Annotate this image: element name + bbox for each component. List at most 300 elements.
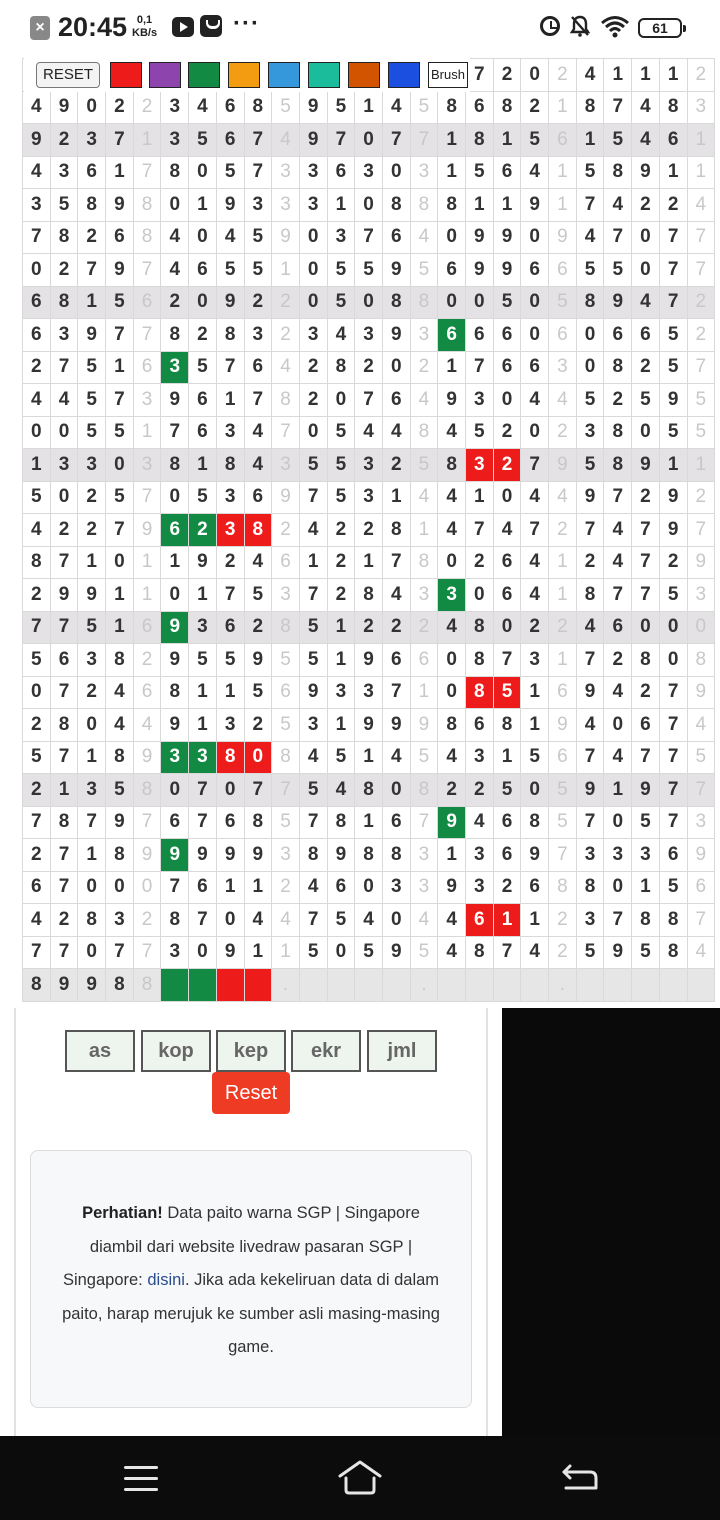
grid-cell[interactable]: 4 [521,579,549,612]
grid-cell[interactable]: 1 [438,839,466,872]
grid-cell[interactable]: 4 [50,384,78,417]
grid-cell[interactable]: 9 [189,546,217,579]
grid-cell[interactable]: 1 [632,59,660,92]
grid-cell[interactable]: 4 [438,416,466,449]
grid-cell[interactable]: 7 [355,221,383,254]
grid-cell[interactable]: 9 [133,514,161,547]
grid-cell[interactable]: 0 [521,286,549,319]
grid-cell[interactable]: 3 [410,839,438,872]
grid-cell[interactable]: 2 [632,481,660,514]
grid-cell[interactable]: 9 [106,189,134,222]
grid-cell[interactable]: 2 [687,59,715,92]
grid-cell[interactable]: 7 [133,156,161,189]
grid-cell[interactable]: 8 [410,774,438,807]
grid-cell[interactable]: 4 [244,546,272,579]
grid-cell[interactable]: 9 [78,969,106,1002]
grid-cell[interactable]: 7 [659,221,687,254]
grid-cell[interactable]: 4 [355,904,383,937]
grid-cell[interactable]: 7 [161,416,189,449]
grid-cell[interactable]: 4 [244,416,272,449]
grid-cell[interactable]: 0 [106,871,134,904]
grid-cell[interactable]: 3 [299,709,327,742]
grid-cell[interactable]: 2 [133,644,161,677]
grid-cell[interactable] [438,969,466,1002]
grid-cell[interactable]: 2 [23,839,51,872]
grid-cell[interactable]: 0 [355,124,383,157]
grid-cell[interactable]: 8 [161,156,189,189]
grid-cell[interactable]: 2 [50,904,78,937]
grid-cell[interactable]: 9 [382,709,410,742]
grid-cell[interactable]: 7 [687,514,715,547]
filter-jml-button[interactable]: jml [367,1030,437,1072]
grid-cell[interactable]: 9 [78,319,106,352]
grid-cell[interactable]: 9 [576,774,604,807]
grid-cell[interactable]: 6 [493,839,521,872]
grid-cell[interactable]: 1 [355,806,383,839]
grid-cell[interactable]: 2 [355,351,383,384]
grid-cell[interactable]: 9 [549,449,577,482]
grid-cell[interactable]: 4 [687,709,715,742]
grid-cell[interactable]: 6 [521,871,549,904]
grid-cell[interactable]: 7 [576,741,604,774]
grid-cell[interactable]: 3 [189,741,217,774]
grid-cell[interactable]: 7 [687,221,715,254]
grid-cell[interactable]: 9 [216,839,244,872]
grid-cell[interactable]: 6 [327,871,355,904]
grid-cell[interactable]: 0 [244,741,272,774]
grid-cell[interactable]: 5 [632,936,660,969]
swatch-teal[interactable] [308,62,340,88]
grid-cell[interactable]: 7 [687,904,715,937]
grid-cell[interactable]: 5 [78,351,106,384]
grid-cell[interactable]: 2 [410,351,438,384]
grid-cell[interactable]: 0 [493,384,521,417]
grid-cell[interactable]: 0 [493,481,521,514]
grid-cell[interactable]: 1 [659,156,687,189]
grid-cell[interactable]: 8 [78,189,106,222]
grid-cell[interactable] [604,969,632,1002]
grid-cell[interactable]: 7 [272,774,300,807]
grid-cell[interactable]: 4 [106,709,134,742]
grid-cell[interactable]: 1 [161,546,189,579]
grid-cell[interactable]: 6 [493,546,521,579]
grid-cell[interactable]: 8 [355,839,383,872]
grid-cell[interactable]: 2 [327,514,355,547]
grid-cell[interactable]: 4 [521,384,549,417]
grid-cell[interactable]: 2 [632,676,660,709]
grid-cell[interactable]: 7 [161,871,189,904]
grid-cell[interactable]: 0 [299,221,327,254]
notice-source-link[interactable]: disini [147,1271,185,1289]
grid-cell[interactable]: 2 [576,546,604,579]
grid-cell[interactable]: 4 [382,416,410,449]
grid-cell[interactable]: 5 [189,351,217,384]
grid-cell[interactable]: 0 [189,286,217,319]
grid-cell[interactable]: 3 [216,416,244,449]
grid-cell[interactable]: 4 [576,611,604,644]
grid-cell[interactable]: 9 [438,871,466,904]
grid-cell[interactable]: 9 [299,91,327,124]
grid-cell[interactable]: 5 [327,741,355,774]
grid-cell[interactable]: 0 [438,221,466,254]
grid-cell[interactable]: 5 [299,449,327,482]
grid-cell[interactable]: 9 [23,124,51,157]
grid-cell[interactable]: 9 [189,839,217,872]
grid-cell[interactable]: 3 [161,351,189,384]
grid-cell[interactable]: 9 [299,124,327,157]
grid-cell[interactable]: 0 [521,416,549,449]
grid-cell[interactable]: 6 [106,221,134,254]
grid-cell[interactable] [244,969,272,1002]
grid-cell[interactable]: 1 [466,481,494,514]
grid-cell[interactable]: 0 [355,286,383,319]
grid-cell[interactable]: 8 [382,189,410,222]
grid-cell[interactable]: 5 [410,741,438,774]
grid-cell[interactable]: 1 [438,351,466,384]
grid-cell[interactable]: 9 [161,384,189,417]
grid-cell[interactable]: 6 [244,351,272,384]
grid-cell[interactable]: 5 [299,611,327,644]
grid-cell[interactable]: 4 [299,871,327,904]
grid-cell[interactable]: 5 [576,449,604,482]
grid-cell[interactable]: 7 [216,579,244,612]
grid-cell[interactable]: 4 [327,319,355,352]
grid-cell[interactable]: 3 [466,839,494,872]
grid-cell[interactable]: 1 [382,481,410,514]
grid-cell[interactable]: 1 [410,676,438,709]
grid-cell[interactable]: 5 [549,806,577,839]
grid-cell[interactable]: 2 [244,709,272,742]
grid-cell[interactable]: 8 [466,936,494,969]
grid-cell[interactable]: 2 [382,611,410,644]
grid-cell[interactable]: 8 [133,774,161,807]
grid-cell[interactable]: 3 [299,156,327,189]
grid-cell[interactable]: 1 [78,546,106,579]
grid-cell[interactable]: 0 [576,319,604,352]
grid-cell[interactable]: 7 [272,416,300,449]
grid-cell[interactable]: 1 [78,286,106,319]
grid-cell[interactable]: 5 [659,416,687,449]
grid-cell[interactable]: 0 [216,774,244,807]
grid-cell[interactable]: 8 [106,969,134,1002]
grid-cell[interactable]: 1 [604,774,632,807]
grid-cell[interactable]: 2 [604,384,632,417]
grid-cell[interactable]: 2 [244,611,272,644]
grid-cell[interactable]: 7 [659,806,687,839]
grid-cell[interactable]: 6 [327,156,355,189]
grid-cell[interactable] [493,969,521,1002]
grid-cell[interactable]: 3 [355,449,383,482]
grid-cell[interactable]: 4 [632,124,660,157]
grid-cell[interactable]: 4 [382,579,410,612]
grid-cell[interactable]: 3 [161,91,189,124]
grid-cell[interactable]: 6 [604,611,632,644]
grid-cell[interactable]: 0 [632,221,660,254]
grid-cell[interactable]: 7 [521,514,549,547]
grid-cell[interactable]: 8 [244,91,272,124]
grid-cell[interactable]: 3 [50,319,78,352]
grid-cell[interactable]: 9 [604,936,632,969]
grid-cell[interactable]: 5 [355,936,383,969]
grid-cell[interactable]: 1 [189,449,217,482]
grid-cell[interactable]: 7 [78,254,106,287]
grid-cell[interactable]: 4 [576,709,604,742]
grid-cell[interactable]: 7 [327,124,355,157]
grid-cell[interactable]: 0 [216,904,244,937]
grid-cell[interactable]: 8 [50,806,78,839]
grid-cell[interactable]: 9 [604,286,632,319]
grid-cell[interactable]: 1 [23,449,51,482]
grid-cell[interactable]: 9 [632,774,660,807]
grid-cell[interactable]: 9 [632,156,660,189]
grid-cell[interactable]: 7 [659,286,687,319]
grid-cell[interactable]: 4 [216,221,244,254]
grid-cell[interactable] [216,969,244,1002]
grid-cell[interactable]: 7 [604,579,632,612]
grid-cell[interactable]: 2 [189,514,217,547]
grid-cell[interactable]: 6 [687,871,715,904]
grid-cell[interactable]: 4 [244,904,272,937]
grid-cell[interactable]: 2 [272,319,300,352]
grid-cell[interactable]: 2 [410,611,438,644]
grid-cell[interactable]: 7 [521,449,549,482]
grid-cell[interactable]: 7 [632,514,660,547]
grid-cell[interactable]: 8 [604,449,632,482]
grid-cell[interactable]: 8 [604,351,632,384]
grid-cell[interactable]: 0 [382,351,410,384]
grid-cell[interactable]: 2 [466,546,494,579]
grid-cell[interactable]: 2 [327,579,355,612]
grid-cell[interactable]: 1 [327,709,355,742]
filter-reset-button[interactable]: Reset [212,1072,290,1114]
grid-cell[interactable]: 9 [272,481,300,514]
grid-cell[interactable]: 6 [549,741,577,774]
grid-cell[interactable]: 9 [493,254,521,287]
grid-cell[interactable]: 0 [438,644,466,677]
grid-cell[interactable]: 1 [355,741,383,774]
grid-cell[interactable]: 2 [106,91,134,124]
grid-cell[interactable]: 6 [410,644,438,677]
swatch-purple[interactable] [149,62,181,88]
grid-cell[interactable]: 8 [493,709,521,742]
grid-cell[interactable]: 5 [78,611,106,644]
grid-cell[interactable]: 2 [549,904,577,937]
grid-cell[interactable]: 5 [106,774,134,807]
grid-cell[interactable]: 1 [106,156,134,189]
grid-cell[interactable]: 4 [382,741,410,774]
grid-cell[interactable]: 8 [133,189,161,222]
swatch-orange[interactable] [228,62,260,88]
grid-cell[interactable] [382,969,410,1002]
grid-cell[interactable]: 2 [687,481,715,514]
grid-cell[interactable]: 1 [549,644,577,677]
grid-cell[interactable]: 0 [78,91,106,124]
grid-cell[interactable]: 5 [410,254,438,287]
grid-cell[interactable]: 7 [106,124,134,157]
grid-cell[interactable]: 9 [244,839,272,872]
grid-cell[interactable]: 8 [438,709,466,742]
grid-cell[interactable]: 7 [78,806,106,839]
grid-cell[interactable]: 6 [50,644,78,677]
grid-cell[interactable]: 0 [161,481,189,514]
grid-cell[interactable] [687,969,715,1002]
grid-cell[interactable]: 0 [355,189,383,222]
grid-cell[interactable]: 9 [78,579,106,612]
grid-cell[interactable]: 7 [604,904,632,937]
grid-cell[interactable]: 2 [299,351,327,384]
grid-cell[interactable]: 8 [272,611,300,644]
grid-cell[interactable]: 2 [78,221,106,254]
grid-cell[interactable]: 8 [327,351,355,384]
filter-kep-button[interactable]: kep [216,1030,286,1072]
grid-cell[interactable]: 5 [244,221,272,254]
grid-cell[interactable]: 4 [23,91,51,124]
grid-cell[interactable]: 5 [659,871,687,904]
grid-cell[interactable]: 2 [549,416,577,449]
grid-cell[interactable]: 8 [161,449,189,482]
grid-cell[interactable]: 0 [438,286,466,319]
home-icon[interactable] [336,1458,384,1498]
grid-cell[interactable]: 6 [493,156,521,189]
grid-cell[interactable]: 7 [687,774,715,807]
menu-icon[interactable] [124,1466,158,1490]
grid-cell[interactable]: 0 [659,611,687,644]
grid-cell[interactable]: 6 [632,709,660,742]
grid-cell[interactable]: 8 [632,644,660,677]
grid-cell[interactable]: 7 [133,481,161,514]
grid-cell[interactable]: 9 [659,384,687,417]
grid-cell[interactable]: 8 [327,806,355,839]
grid-cell[interactable]: 9 [659,481,687,514]
grid-cell[interactable]: 0 [632,416,660,449]
grid-cell[interactable]: 8 [466,611,494,644]
grid-cell[interactable]: 4 [687,189,715,222]
grid-cell[interactable]: 1 [355,546,383,579]
grid-cell[interactable]: 1 [549,189,577,222]
grid-cell[interactable]: 4 [521,546,549,579]
grid-cell[interactable]: 1 [133,579,161,612]
grid-cell[interactable]: 1 [687,124,715,157]
grid-cell[interactable]: 2 [272,871,300,904]
grid-cell[interactable]: 5 [576,254,604,287]
grid-cell[interactable]: 7 [576,189,604,222]
grid-cell[interactable]: 3 [576,904,604,937]
grid-cell[interactable]: 1 [106,611,134,644]
grid-cell[interactable]: 1 [216,384,244,417]
grid-cell[interactable]: 1 [493,904,521,937]
grid-cell[interactable]: 7 [576,644,604,677]
grid-cell[interactable]: 8 [382,839,410,872]
grid-cell[interactable]: 8 [410,416,438,449]
grid-cell[interactable]: 2 [521,91,549,124]
grid-cell[interactable]: 5 [189,644,217,677]
grid-cell[interactable]: 2 [216,546,244,579]
grid-cell[interactable]: 3 [687,806,715,839]
grid-cell[interactable]: 1 [549,91,577,124]
grid-cell[interactable]: 2 [50,254,78,287]
grid-cell[interactable]: 0 [161,579,189,612]
grid-cell[interactable]: 5 [493,774,521,807]
grid-cell[interactable]: 8 [410,189,438,222]
swatch-red[interactable] [110,62,142,88]
grid-cell[interactable]: 8 [410,546,438,579]
grid-cell[interactable]: 2 [355,514,383,547]
grid-cell[interactable]: 0 [604,871,632,904]
grid-cell[interactable]: 1 [272,254,300,287]
grid-cell[interactable]: 5 [23,481,51,514]
grid-cell[interactable]: 4 [549,384,577,417]
grid-cell[interactable]: 3 [355,156,383,189]
grid-cell[interactable]: 9 [521,189,549,222]
grid-cell[interactable]: 0 [161,189,189,222]
grid-cell[interactable]: 5 [576,156,604,189]
grid-cell[interactable]: 4 [410,384,438,417]
grid-cell[interactable]: 7 [382,124,410,157]
grid-cell[interactable]: 7 [410,806,438,839]
grid-cell[interactable]: 7 [50,546,78,579]
grid-cell[interactable]: 7 [604,221,632,254]
grid-cell[interactable]: 5 [327,254,355,287]
grid-cell[interactable]: 1 [549,579,577,612]
grid-cell[interactable]: 6 [493,319,521,352]
grid-cell[interactable]: 9 [133,741,161,774]
grid-cell[interactable]: 8 [133,969,161,1002]
grid-cell[interactable]: 0 [382,904,410,937]
grid-cell[interactable]: 5 [632,806,660,839]
grid-cell[interactable]: 5 [549,286,577,319]
grid-cell[interactable]: 0 [355,871,383,904]
grid-cell[interactable]: 5 [216,254,244,287]
grid-cell[interactable]: 8 [438,449,466,482]
grid-cell[interactable]: 5 [23,741,51,774]
grid-cell[interactable]: 3 [299,189,327,222]
grid-cell[interactable]: 1 [50,774,78,807]
grid-cell[interactable]: 7 [189,806,217,839]
grid-cell[interactable]: 0 [299,254,327,287]
grid-cell[interactable]: 1 [189,189,217,222]
grid-cell[interactable]: 1 [493,741,521,774]
grid-cell[interactable]: 6 [382,644,410,677]
grid-cell[interactable]: 2 [23,579,51,612]
grid-cell[interactable]: 4 [521,481,549,514]
grid-cell[interactable] [355,969,383,1002]
grid-cell[interactable]: 1 [133,416,161,449]
grid-cell[interactable]: 7 [244,156,272,189]
grid-cell[interactable]: 8 [106,741,134,774]
grid-cell[interactable]: 3 [549,351,577,384]
grid-cell[interactable]: 9 [50,579,78,612]
grid-cell[interactable]: 5 [327,91,355,124]
grid-cell[interactable]: 3 [272,189,300,222]
grid-cell[interactable]: 0 [466,286,494,319]
grid-cell[interactable]: 2 [466,774,494,807]
grid-cell[interactable]: 2 [549,936,577,969]
grid-cell[interactable]: 2 [78,481,106,514]
grid-cell[interactable]: 5 [466,416,494,449]
grid-cell[interactable]: 5 [299,774,327,807]
grid-cell[interactable]: 3 [410,871,438,904]
grid-cell[interactable]: 7 [23,806,51,839]
grid-cell[interactable]: 1 [133,546,161,579]
grid-cell[interactable]: 8 [521,806,549,839]
grid-cell[interactable]: 8 [604,416,632,449]
grid-cell[interactable]: 1 [244,871,272,904]
grid-cell[interactable]: 1 [521,904,549,937]
grid-cell[interactable]: 1 [521,676,549,709]
grid-cell[interactable]: 8 [659,91,687,124]
grid-cell[interactable]: 8 [382,286,410,319]
grid-cell[interactable]: . [272,969,300,1002]
